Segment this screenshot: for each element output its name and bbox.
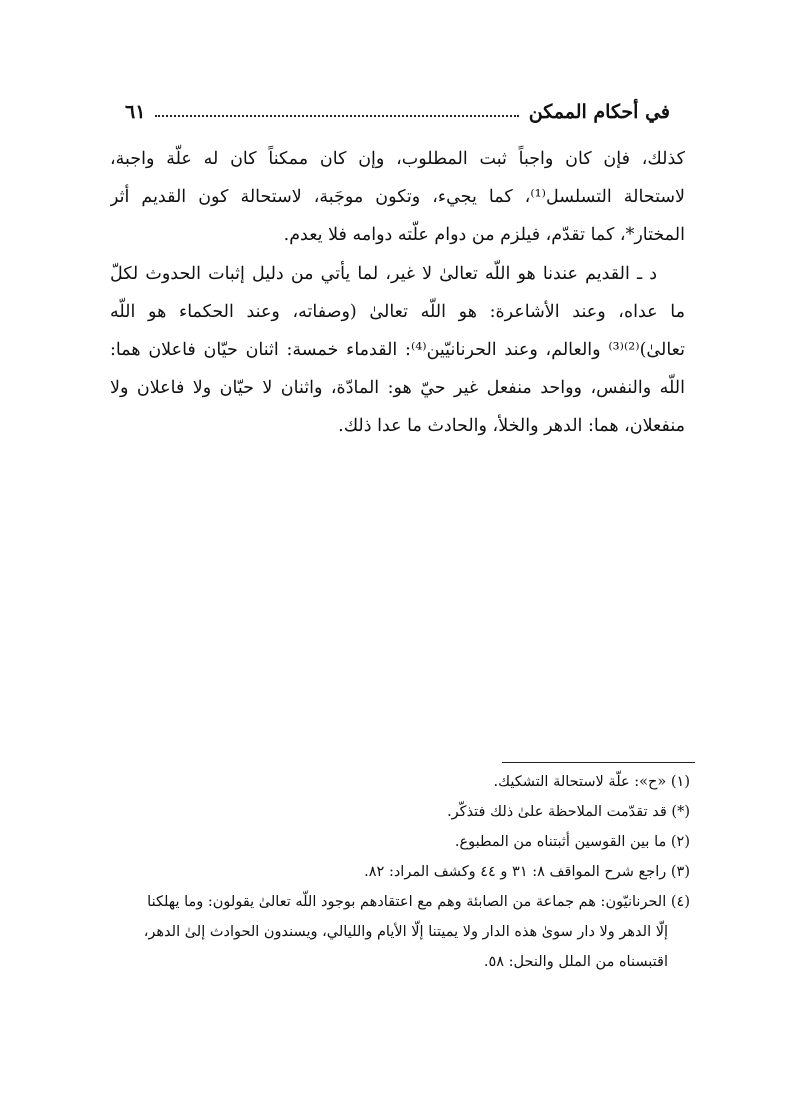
footnotes (100, 767, 690, 977)
footnote: (*) قد تقدّمت الملاحظة علىٰ ذلك فتذكّر. (447, 804, 690, 820)
body-line: د ـ القديم عندنا هو اللّه تعالىٰ لا غير، لما يأتي من دليل إثبات الحدوث لكلّ (110, 263, 657, 284)
footnote-continuation: اقتبسناه من الملل والنحل: ٥٨. (483, 954, 668, 970)
footnote-continuation: إلّا الدهر ولا دار سوىٰ هذه الدار ولا يميتنا إلّا الأيام والليالي، ويسندون الحوادث إلىٰ الدهر، (143, 924, 668, 940)
header-dot-leader (155, 115, 518, 117)
running-header (125, 95, 670, 129)
body-line: منفعلان، هما: الدهر والخلأ، والحادث ما عدا ذلك. (338, 416, 685, 437)
footnote: (١) «ح»: علّة لاستحالة التشكيك. (493, 774, 690, 790)
body-line: اللّه والنفس، وواحد منفعل غير حيّ هو: المادّة، واثنان لا حيّان ولا فاعلان ولا (110, 378, 685, 399)
page-number: ٦١ (125, 101, 146, 123)
footnote-separator (502, 762, 695, 763)
footnote: (٣) راجع شرح المواقف ٨: ٣١ و ٤٤ وكشف المراد: ٨٢. (364, 864, 690, 880)
main-text (110, 140, 685, 446)
footnote: (٢) ما بين القوسين أثبتناه من المطبوع. (454, 834, 690, 850)
body-line: كذلك، فإن كان واجباً ثبت المطلوب، وإن كان ممكناً كان له علّة واجبة، (110, 149, 685, 169)
body-line: تعالىٰ)⁽²⁾⁽³⁾ والعالم، وعند الحرنانيّين⁽⁴⁾: القدماء خمسة: اثنان حيّان فاعلان هما: (110, 339, 685, 360)
body-line: ما عداه، وعند الأشاعرة: هو اللّه تعالىٰ (وصفاته، وعند الحكماء هو اللّه (110, 301, 685, 322)
body-line: لاستحالة التسلسل⁽¹⁾، كما يجيء، وتكون موجَبة، لاستحالة كون القديم أثر (110, 187, 685, 208)
header-title: في أحكام الممكن (528, 101, 670, 123)
footnote: (٤) الحرنانيّون: هم جماعة من الصابئة وهم مع اعتقادهم بوجود اللّه تعالىٰ يقولون: وما يهلكنا (147, 894, 690, 910)
body-line: المختار*، كما تقدّم، فيلزم من دوام علّته دوامه فلا يعدم. (283, 225, 685, 246)
